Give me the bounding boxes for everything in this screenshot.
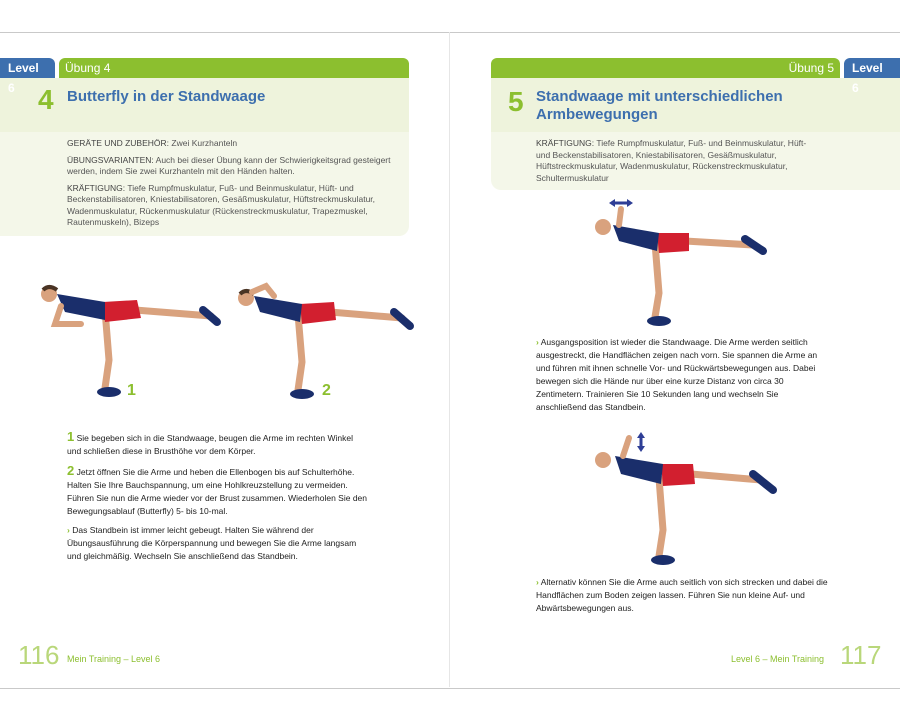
figure-1-label: 1 bbox=[127, 382, 136, 399]
right-para-1-text: Ausgangsposition ist wieder die Standwaage. Die Arme werden seitlich ausgestreckt, die Handflächen zeigen nach vorn. Sie spannen die Arme an und führen mit ihnen schnelle Vor- und Rückwärtsbewegungen aus. Dabei bewegen sich die Hände nur über eine kurze Distanz von circa 30 Zentimetern. Trainieren Sie 10 Sekunden lang und wechseln Sie anschließend das Standbein. bbox=[536, 337, 818, 412]
right-paragraph-2 bbox=[536, 576, 831, 621]
left-exercise-tag: Übung 4 bbox=[65, 61, 111, 75]
left-running-footer: Mein Training – Level 6 bbox=[67, 654, 161, 664]
figure-3-photo bbox=[585, 195, 775, 330]
left-strength-label: KRÄFTIGUNG: bbox=[67, 182, 126, 193]
step-1-text: Sie begeben sich in die Standwaage, beugen die Arme im rechten Winkel und schließen diese in Brusthöhe vor dem Körper. bbox=[67, 433, 354, 456]
chevron-icon: › bbox=[67, 525, 70, 535]
left-exercise-title: Butterfly in der Standwaage bbox=[67, 88, 266, 105]
left-strength-value: Tiefe Rumpfmuskulatur, Fuß- und Beinmuskulatur, Hüft- und Beckenstabilisatoren, Kniestabilisatoren, Gesäßmuskulatur, Hüftstreckmuskulatur, Wadenmuskulatur, Rückenmuskulatur (Rückenstreckmuskulatur, Trapezmuskel, Rautenmuskeln), Bizeps bbox=[67, 182, 376, 227]
right-para-2-text: Alternativ können Sie die Arme auch seitlich von sich strecken und dabei die Handflächen zum Boden zeigen lassen. Führen Sie nun kleine Auf- und Abwärtsbewegungen aus. bbox=[536, 577, 828, 613]
right-strength-value: Tiefe Rumpfmuskulatur, Fuß- und Beinmuskulatur, Hüft- und Beckenstabilisatoren, Kniestabilisatoren, Gesäßmuskulatur, Hüftstreckmuskulatur, Wadenmuskulatur, Rückenstreckmuskulatur, Schultermuskulatur bbox=[536, 138, 807, 183]
chevron-icon-3: › bbox=[536, 577, 539, 587]
step-2-text: Jetzt öffnen Sie die Arme und heben die Ellenbogen bis auf Schulterhöhe. Halten Sie Ihre Bauchspannung, um eine Hohlkreuzstellung zu vermeiden. Führen Sie nun die Arme wieder vor der Brust zusammen. Wiederholen Sie den Bewegungsablauf (Butterfly) 5- bis 10-mal. bbox=[67, 467, 368, 516]
variants-value: Auch bei dieser Übung kann der Schwierigkeitsgrad gesteigert werden, indem Sie zwei Kurzhanteln mit den Händen halten. bbox=[67, 154, 391, 176]
left-exercise-bar bbox=[59, 58, 409, 78]
left-info-text bbox=[67, 138, 392, 234]
variants-label: ÜBUNGSVARIANTEN: bbox=[67, 154, 154, 165]
right-exercise-tag: Übung 5 bbox=[788, 61, 834, 75]
equipment-value: Zwei Kurzhanteln bbox=[171, 138, 238, 148]
left-page-number: 116 bbox=[18, 640, 60, 670]
right-paragraph-1 bbox=[536, 336, 831, 420]
right-exercise-title: Standwaage mit unterschiedlichen Armbewegungen bbox=[536, 88, 783, 123]
right-running-footer: Level 6 – Mein Training bbox=[731, 654, 825, 664]
right-level-tag: Level 6 bbox=[844, 58, 900, 78]
right-exercise-number: 5 bbox=[508, 86, 524, 117]
figure-2-label: 2 bbox=[322, 382, 331, 399]
left-level-tag: Level 6 bbox=[0, 58, 55, 78]
step-2 bbox=[67, 464, 367, 518]
left-instructions bbox=[67, 430, 367, 569]
left-note-text: Das Standbein ist immer leicht gebeugt. Halten Sie während der Übungsausführung die Körperspannung und bewegen Sie die Arme langsam und gleichmäßig. Wechseln Sie anschließend das Standbein. bbox=[67, 525, 357, 561]
page-gutter bbox=[449, 32, 450, 687]
chevron-icon-2: › bbox=[536, 337, 539, 347]
step-1-number: 1 bbox=[67, 429, 75, 444]
left-note bbox=[67, 524, 367, 563]
right-strength-label: KRÄFTIGUNG: bbox=[536, 138, 595, 148]
right-exercise-bar bbox=[491, 58, 840, 78]
equipment-label: GERÄTE UND ZUBEHÖR: bbox=[67, 138, 170, 148]
left-exercise-number: 4 bbox=[38, 84, 54, 115]
right-info-text bbox=[536, 138, 816, 189]
step-1 bbox=[67, 430, 367, 458]
right-page-number: 117 bbox=[840, 640, 882, 670]
step-2-number: 2 bbox=[67, 463, 75, 478]
figure-4-photo bbox=[585, 430, 785, 570]
